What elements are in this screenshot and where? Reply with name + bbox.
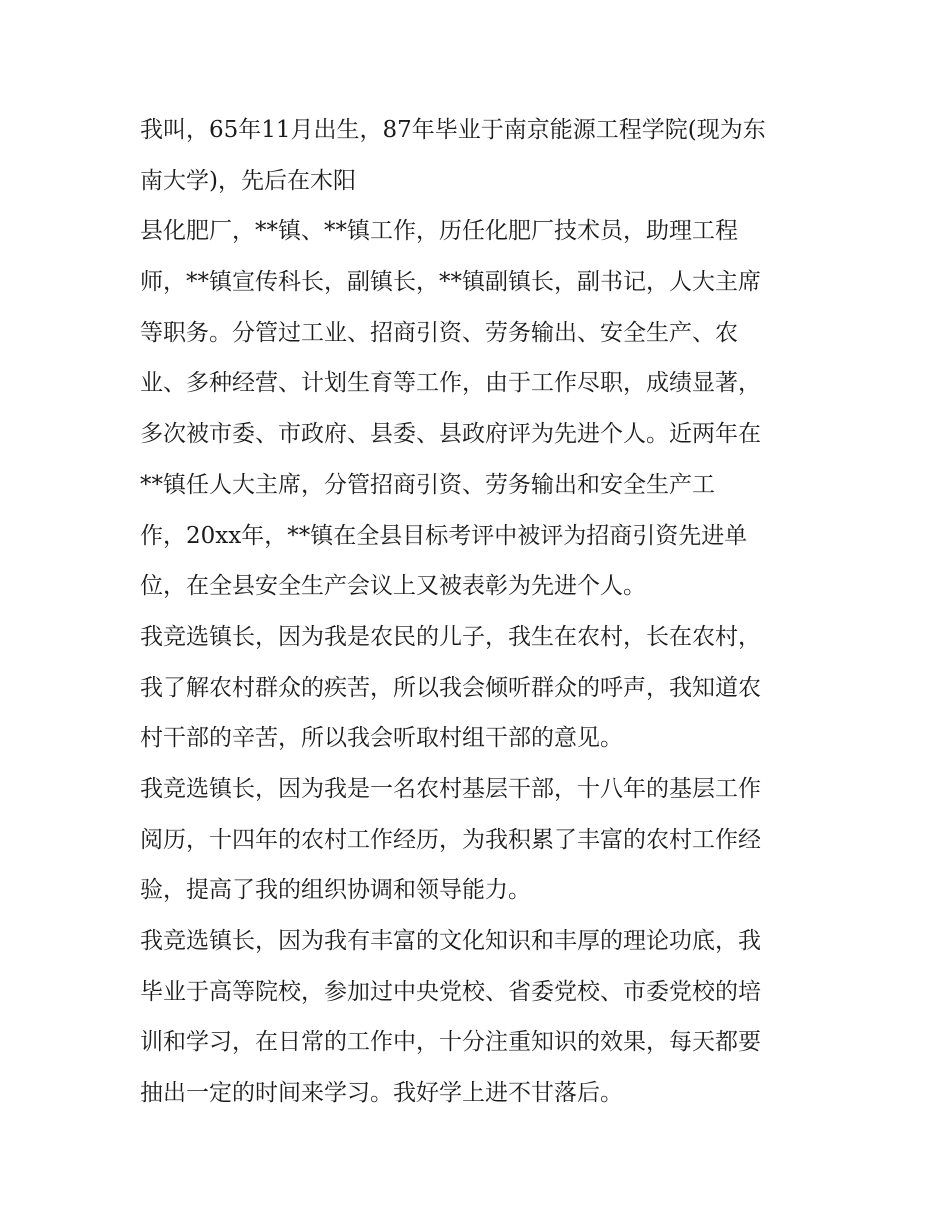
text-line: 南大学)，先后在木阳 [140,167,356,194]
text-line: **镇任人大主席，分管招商引资、劳务输出和安全生产工 [140,471,715,498]
text-line: 位，在全县安全生产会议上又被表彰为先进个人。 [140,573,646,600]
text-line: 我叫，65年11月出生，87年毕业于南京能源工程学院(现为东 [140,117,766,143]
text-line: 师，**镇宣传科长，副镇长，**镇副镇长，副书记，人大主席 [140,269,761,296]
text-line: 我竞选镇长，因为我有丰富的文化知识和丰厚的理论功底，我 [140,928,761,954]
text-line: 多次被市委、市政府、县委、县政府评为先进个人。近两年在 [140,421,761,448]
text-line: 县化肥厂，**镇、**镇工作，历任化肥厂技术员，助理工程 [140,218,738,245]
text-line: 训和学习，在日常的工作中，十分注重知识的效果，每天都要 [140,1029,761,1056]
text-line: 毕业于高等院校，参加过中央党校、省委党校、市委党校的培 [140,978,761,1005]
text-line: 我竞选镇长，因为我是农民的儿子，我生在农村，长在农村， [140,623,761,650]
text-line: 验，提高了我的组织协调和领导能力。 [140,877,531,904]
text-line: 村干部的辛苦，所以我会听取村组干部的意见。 [140,725,623,752]
text-line: 业、多种经营、计划生育等工作，由于工作尽职，成绩显著， [140,370,761,397]
text-line: 抽出一定的时间来学习。我好学上进不甘落后。 [140,1080,623,1107]
text-line: 阅历，十四年的农村工作经历，为我积累了丰富的农村工作经 [140,826,761,853]
text-line: 等职务。分管过工业、招商引资、劳务输出、安全生产、农 [140,319,738,346]
text-line: 我了解农村群众的疾苦，所以我会倾听群众的呼声，我知道农 [140,674,761,701]
document-body [140,105,816,1119]
text-line: 我竞选镇长，因为我是一名农村基层干部，十八年的基层工作 [140,775,761,802]
text-line: 作，20xx年，**镇在全县目标考评中被评为招商引资先进单 [140,522,748,549]
